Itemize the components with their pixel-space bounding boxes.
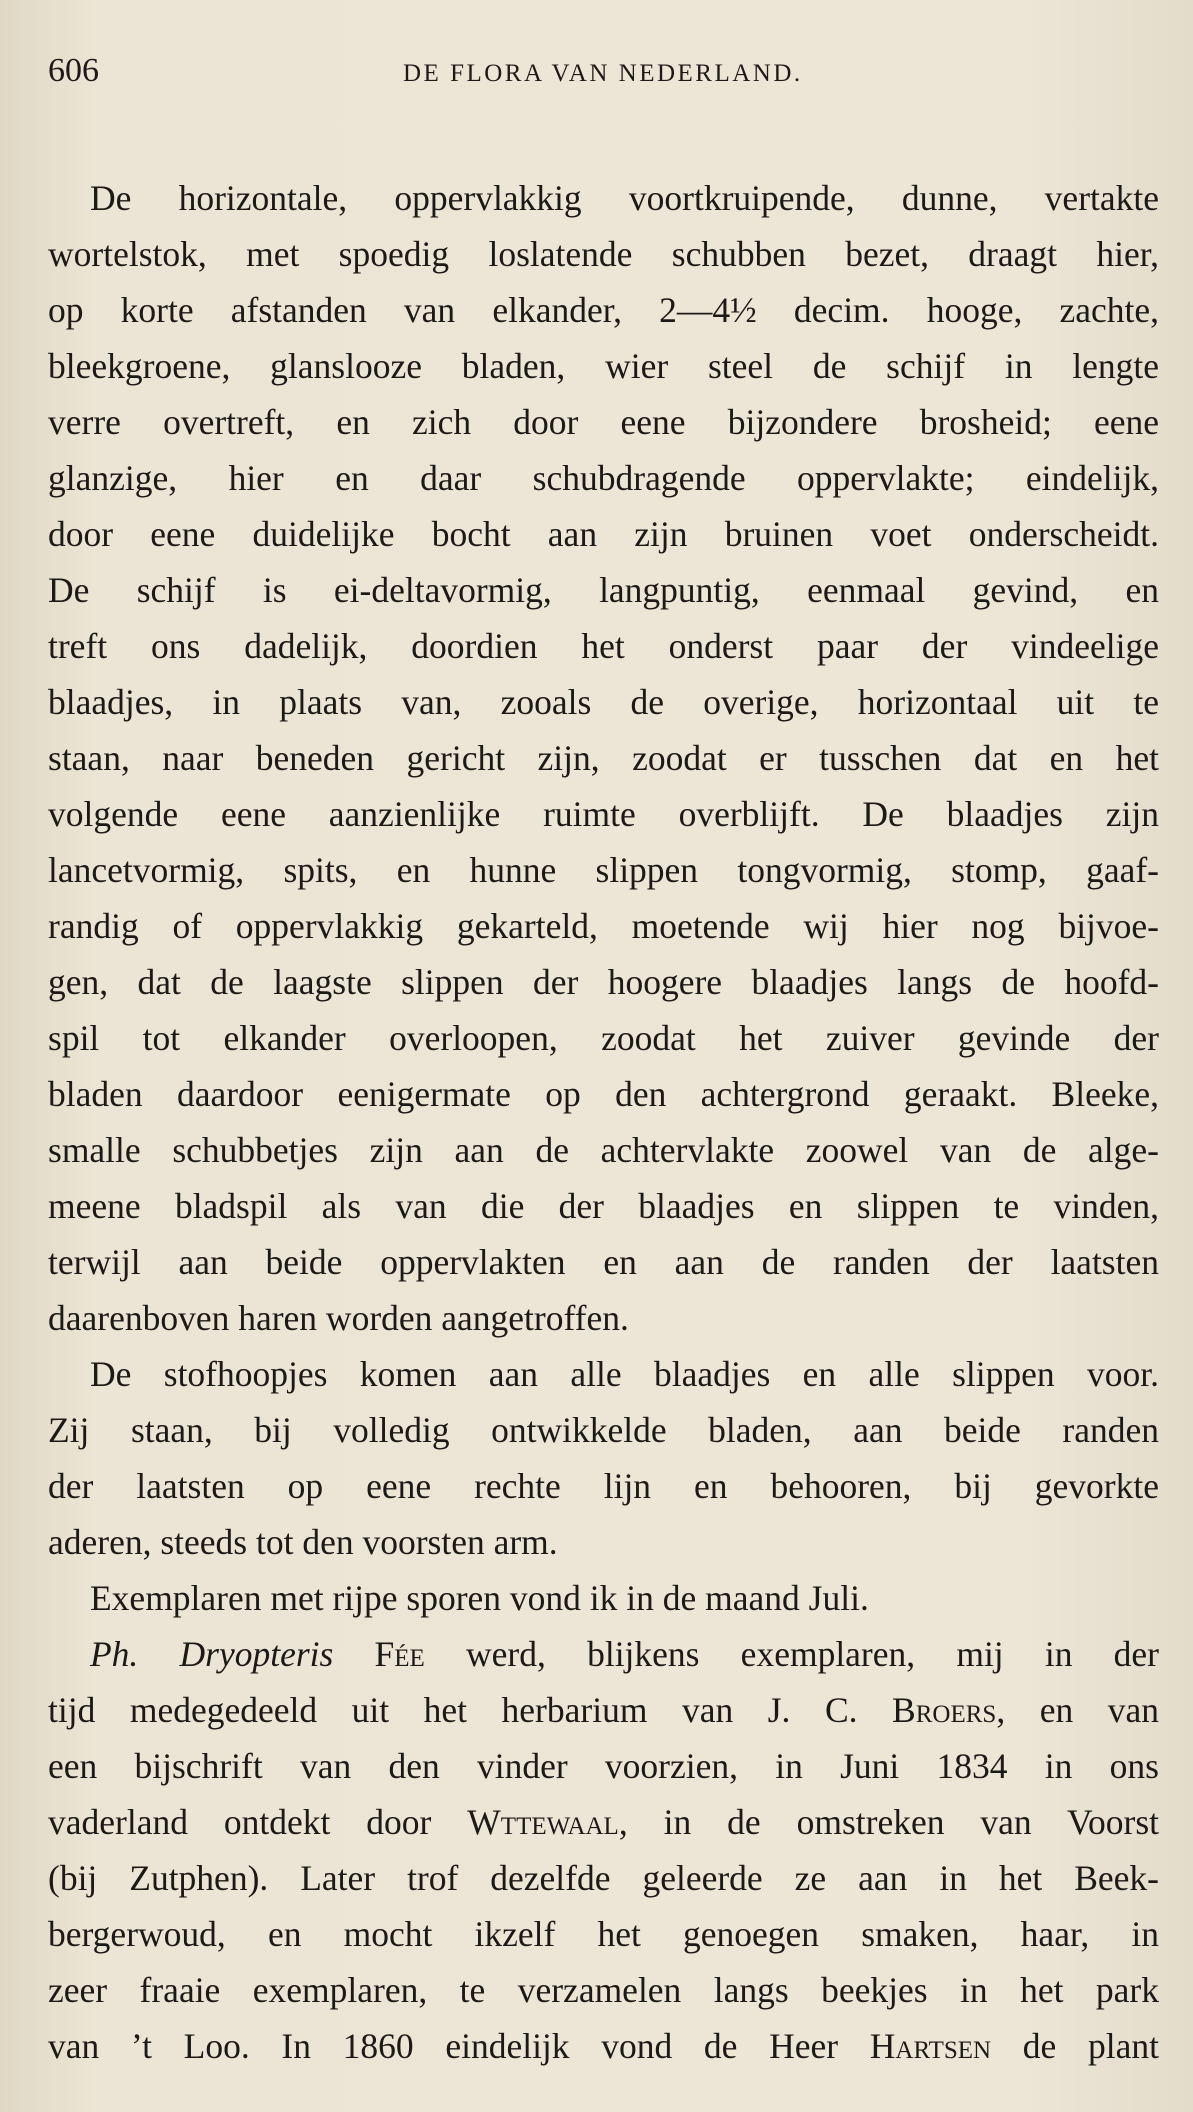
text-line	[48, 1626, 1159, 1682]
paragraph-1	[48, 170, 1159, 1346]
text-line	[48, 1794, 1159, 1850]
text-span: , en van	[996, 1690, 1160, 1730]
text-line: randig of oppervlakkig gekarteld, moetende wij hier nog bijvoe-	[48, 906, 1159, 946]
text-line: wortelstok, met spoedig loslatende schubben bezet, draagt hier,	[48, 234, 1159, 274]
page-number: 606	[48, 52, 99, 89]
text-line: bladen daardoor eenigermate op den achtergrond geraakt. Bleeke,	[48, 1074, 1159, 1114]
running-title: DE FLORA VAN NEDERLAND.	[403, 60, 803, 87]
text-line: staan, naar beneden gericht zijn, zoodat er tusschen dat en het	[48, 738, 1159, 778]
text-line: De schijf is ei-deltavormig, langpuntig, eenmaal gevind, en	[48, 570, 1159, 610]
text-line: daarenboven haren worden aangetroffen.	[48, 1298, 629, 1338]
text-span: de plant	[991, 2026, 1159, 2066]
text-span: vaderland ontdekt door	[48, 1802, 468, 1842]
text-line: volgende eene aanzienlijke ruimte overblijft. De blaadjes zijn	[48, 794, 1159, 834]
paragraph-2	[48, 1346, 1159, 1570]
author-name: Fée	[374, 1634, 425, 1674]
text-line: der laatsten op eene rechte lijn en behooren, bij gevorkte	[48, 1466, 1159, 1506]
text-line: (bij Zutphen). Later trof dezelfde geleerde ze aan in het Beek-	[48, 1858, 1159, 1898]
paragraph-exemplaren	[48, 1570, 1159, 1626]
text-line: zeer fraaie exemplaren, te verzamelen langs beekjes in het park	[48, 1970, 1159, 2010]
text-span: tijd medegedeeld uit het herbarium van J. C.	[48, 1690, 893, 1730]
text-span: , in de omstreken van Voorst	[618, 1802, 1160, 1842]
text-span: werd, blijkens exemplaren, mij in der	[424, 1634, 1160, 1674]
text-line: treft ons dadelijk, doordien het onderst paar der vindeelige	[48, 626, 1159, 666]
text-line: gen, dat de laagste slippen der hoogere blaadjes langs de hoofd-	[48, 962, 1159, 1002]
person-name: Hartsen	[869, 2026, 992, 2066]
text-line: meene bladspil als van die der blaadjes en slippen te vinden,	[48, 1186, 1159, 1226]
running-head	[48, 52, 1159, 112]
text-line	[48, 2018, 1159, 2074]
body-text	[48, 170, 1159, 2074]
species-name: Ph. Dryopteris	[90, 1634, 334, 1674]
text-line: lancetvormig, spits, en hunne slippen tongvormig, stomp, gaaf-	[48, 850, 1159, 890]
text-line: blaadjes, in plaats van, zooals de overige, horizontaal uit te	[48, 682, 1159, 722]
text-line: bergerwoud, en mocht ikzelf het genoegen smaken, haar, in	[48, 1914, 1159, 1954]
text-line: door eene duidelijke bocht aan zijn bruinen voet onderscheidt.	[48, 514, 1159, 554]
text-line: verre overtreft, en zich door eene bijzondere brosheid; eene	[48, 402, 1159, 442]
person-name: Wttewaal	[467, 1802, 619, 1842]
text-line: bleekgroene, glanslooze bladen, wier steel de schijf in lengte	[48, 346, 1159, 386]
text-line: De horizontale, oppervlakkig voortkruipende, dunne, vertakte	[90, 178, 1159, 218]
text-line	[48, 1682, 1159, 1738]
text-line: op korte afstanden van elkander, 2—4½ decim. hooge, zachte,	[48, 290, 1159, 330]
text-line: Exemplaren met rijpe sporen vond ik in de maand Juli.	[90, 1578, 869, 1618]
text-span: van ’t Loo. In 1860 eindelijk vond de Heer	[48, 2026, 870, 2066]
text-line: een bijschrift van den vinder voorzien, in Juni 1834 in ons	[48, 1746, 1159, 1786]
text-line: Zij staan, bij volledig ontwikkelde bladen, aan beide randen	[48, 1410, 1159, 1450]
text-line: smalle schubbetjes zijn aan de achtervlakte zoowel van de alge-	[48, 1130, 1159, 1170]
text-line: De stofhoopjes komen aan alle blaadjes en alle slippen voor.	[90, 1354, 1159, 1394]
text-line: glanzige, hier en daar schubdragende oppervlakte; eindelijk,	[48, 458, 1159, 498]
paragraph-dryopteris	[48, 1626, 1159, 2074]
text-line: spil tot elkander overloopen, zoodat het zuiver gevinde der	[48, 1018, 1159, 1058]
text-line: aderen, steeds tot den voorsten arm.	[48, 1522, 558, 1562]
person-name: Broers	[892, 1690, 997, 1730]
text-line: terwijl aan beide oppervlakten en aan de randen der laatsten	[48, 1242, 1159, 1282]
